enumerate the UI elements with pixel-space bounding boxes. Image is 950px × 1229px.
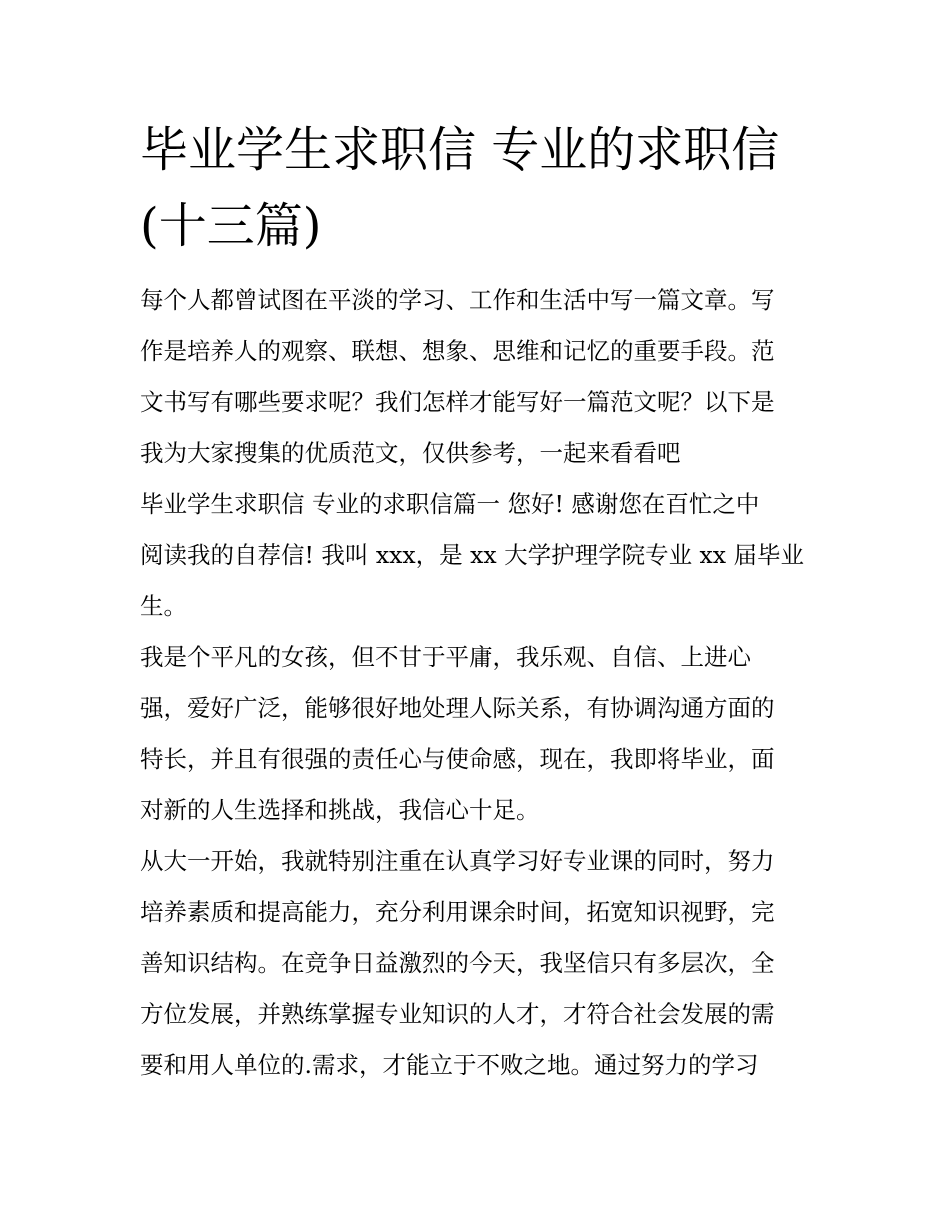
body-line: 要和用人单位的.需求，才能立于不败之地。通过努力的学习 bbox=[140, 1051, 759, 1079]
body-line: 我是个平凡的女孩，但不甘于平庸，我乐观、自信、上进心 bbox=[140, 643, 751, 671]
body-line: 生。 bbox=[140, 592, 187, 620]
body-line: 从大一开始，我就特别注重在认真学习好专业课的同时，努力 bbox=[140, 847, 775, 875]
body-line: 培养素质和提高能力，充分利用课余时间，拓宽知识视野，完 bbox=[140, 898, 775, 926]
body-line: 毕业学生求职信 专业的求职信篇一 您好! 感谢您在百忙之中 bbox=[140, 490, 760, 518]
title-line-1: 毕业学生求职信 专业的求职信 bbox=[140, 122, 780, 178]
body-line: 特长，并且有很强的责任心与使命感，现在，我即将毕业，面 bbox=[140, 745, 775, 773]
body-line: 阅读我的自荐信! 我叫 xxx，是 xx 大学护理学院专业 xx 届毕业 bbox=[140, 541, 805, 569]
body-line: 善知识结构。在竞争日益激烈的今天，我坚信只有多层次，全 bbox=[140, 949, 775, 977]
body-line: 我为大家搜集的优质范文，仅供参考，一起来看看吧 bbox=[140, 439, 681, 467]
title-line-2: (十三篇) bbox=[140, 198, 322, 254]
document-title bbox=[140, 112, 830, 264]
body-line: 方位发展，并熟练掌握专业知识的人才，才符合社会发展的需 bbox=[140, 1000, 775, 1028]
body-line: 每个人都曾试图在平淡的学习、工作和生活中写一篇文章。写 bbox=[140, 286, 775, 314]
body-line: 文书写有哪些要求呢？我们怎样才能写好一篇范文呢？以下是 bbox=[140, 388, 775, 416]
body-line: 对新的人生选择和挑战，我信心十足。 bbox=[140, 796, 540, 824]
body-line: 作是培养人的观察、联想、想象、思维和记忆的重要手段。范 bbox=[140, 337, 775, 365]
body-line: 强，爱好广泛，能够很好地处理人际关系，有协调沟通方面的 bbox=[140, 694, 775, 722]
